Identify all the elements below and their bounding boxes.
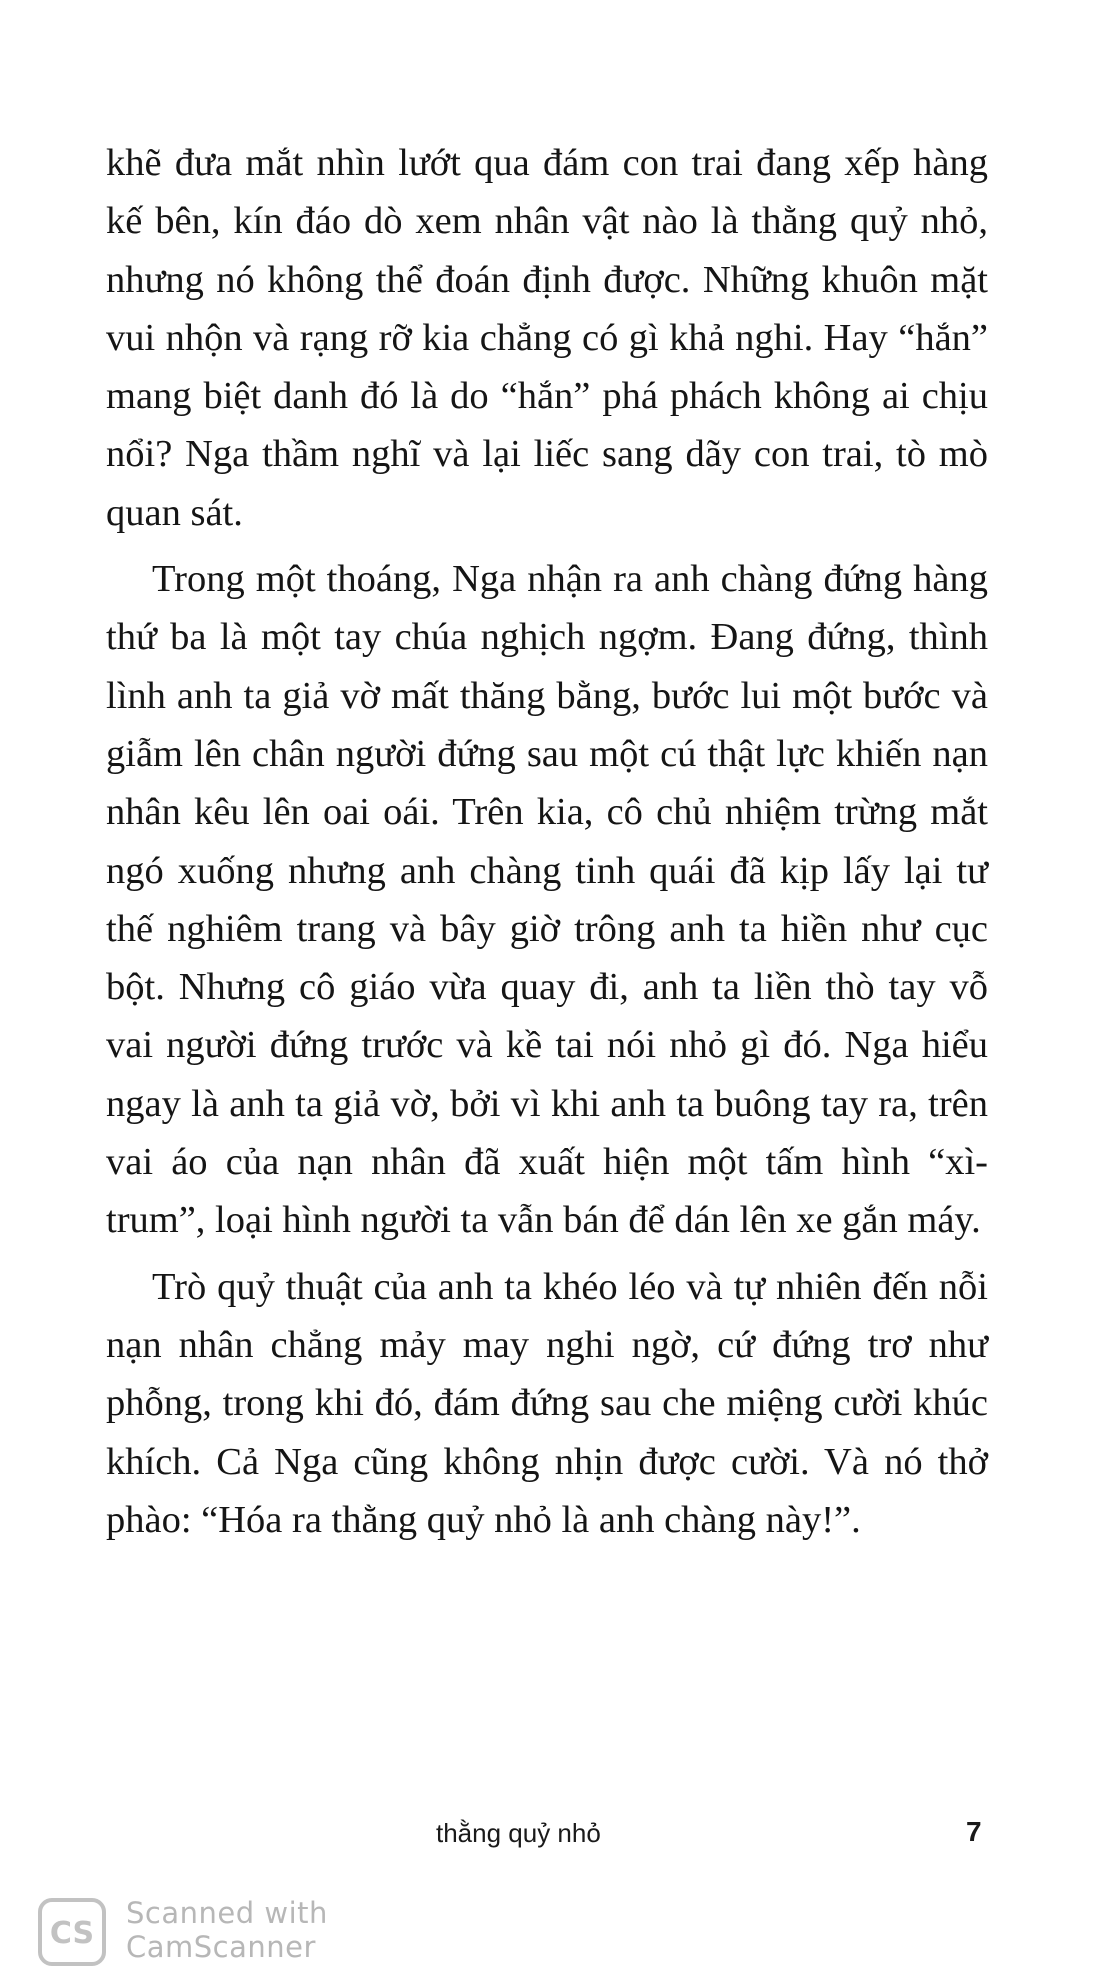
watermark-text (126, 1896, 328, 1964)
body-text (106, 134, 988, 1549)
paragraph-1: khẽ đưa mắt nhìn lướt qua đám con trai đang xếp hàng kế bên, kín đáo dò xem nhân vật nào là thằng quỷ nhỏ, nhưng nó không thể đoán định được. Những khuôn mặt vui nhộn và rạng rỡ kia chẳng có gì khả nghi. Hay “hắn” mang biệt danh đó là do “hắn” phá phách không ai chịu nổi? Nga thầm nghĩ và lại liếc sang dãy con trai, tò mò quan sát. (106, 142, 988, 534)
logo-text: CS (49, 1916, 95, 1951)
watermark-line-1: Scanned with (126, 1896, 328, 1930)
watermark-line-2: CamScanner (126, 1930, 316, 1964)
paragraph-3: Trò quỷ thuật của anh ta khéo léo và tự nhiên đến nỗi nạn nhân chẳng mảy may nghi ngờ, cứ đứng trơ như phỗng, trong khi đó, đám đứng sau che miệng cười khúc khích. Cả Nga cũng không nhịn được cười. Và nó thở phào: “Hóa ra thằng quỷ nhỏ là anh chàng này!”. (106, 1265, 988, 1541)
running-title: thằng quỷ nhỏ (436, 1818, 601, 1848)
camscanner-logo-icon (38, 1898, 106, 1966)
page-number: 7 (966, 1816, 982, 1847)
paragraph-2: Trong một thoáng, Nga nhận ra anh chàng đứng hàng thứ ba là một tay chúa nghịch ngợm. Đang đứng, thình lình anh ta giả vờ mất thăng bằng, bước lui một bước và giẫm lên chân người đứng sau một cú thật lực khiến nạn nhân kêu lên oai oái. Trên kia, cô chủ nhiệm trừng mắt ngó xuống nhưng anh chàng tinh quái đã kịp lấy lại tư thế nghiêm trang và bây giờ trông anh ta hiền như cục bột. Nhưng cô giáo vừa quay đi, anh ta liền thò tay vỗ vai người đứng trước và kề tai nói nhỏ gì đó. Nga hiểu ngay là anh ta giả vờ, bởi vì khi anh ta buông tay ra, trên vai áo của nạn nhân đã xuất hiện một tấm hình “xì-trum”, loại hình người ta vẫn bán để dán lên xe gắn máy. (106, 558, 988, 1242)
camscanner-watermark (38, 1896, 358, 1968)
